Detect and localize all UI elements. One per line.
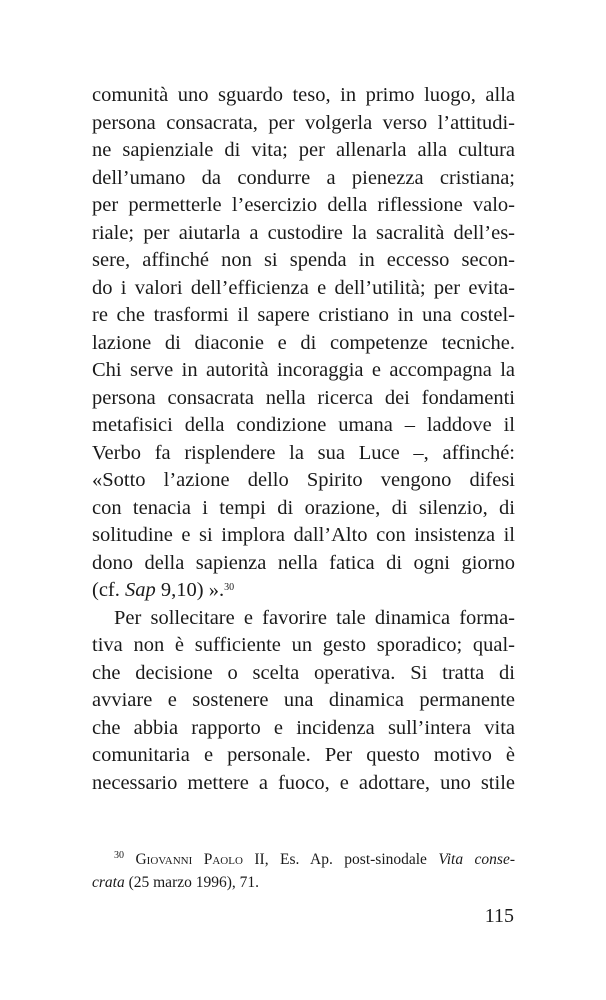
text-line: per permetterle l’esercizio della riflessione valo-	[92, 194, 515, 216]
text-line: comunitaria e personale. Per questo motivo è	[92, 744, 515, 766]
text-line: Per sollecitare e favorire tale dinamica forma-	[114, 606, 515, 629]
text-line: lazione di diaconie e di competenze tecniche.	[92, 331, 515, 354]
paragraph-1	[92, 82, 515, 577]
text-line: ne sapienziale di vita; per allenarla alla cultura	[92, 139, 515, 161]
text-line: metafisici della condizione umana – laddove il	[92, 414, 515, 436]
text-line: Chi serve in autorità incoraggia e accompagna la	[92, 359, 515, 381]
footnote	[92, 848, 515, 894]
text-line: avviare e sostenere una dinamica permanente	[92, 689, 515, 711]
body-text	[92, 82, 515, 797]
paragraph-2	[92, 605, 515, 798]
text-line: dell’umano da condurre a pienezza cristiana;	[92, 166, 515, 189]
text-line: tiva non è sufficiente un gesto sporadico; qual-	[92, 634, 515, 656]
text-line: comunità uno sguardo teso, in primo luogo, alla	[92, 84, 515, 106]
text-line: necessario mettere a fuoco, e adottare, uno stile	[92, 771, 515, 794]
text-line: persona consacrata nella ricerca dei fondamenti	[92, 386, 515, 409]
text-line: solitudine e si implora dall’Alto con insistenza il	[92, 524, 515, 546]
page-number: 115	[484, 905, 514, 927]
text-line: re che trasformi il sapere cristiano in una costel-	[92, 304, 515, 326]
paragraph-1-last-line: (cf. Sap 9,10) ».$^{30}$	[92, 579, 235, 601]
text-line: «Sotto l’azione dello Spirito vengono difesi	[92, 469, 515, 491]
footnote-reference[interactable]: 30	[224, 582, 235, 593]
text-line: che decisione o scelta operativa. Si tratta di	[92, 661, 515, 684]
text-line: do i valori dell’efficienza e dell’utilità; per evita-	[92, 276, 515, 299]
text-line: Verbo fa risplendere la sua Luce –, affinché:	[92, 441, 515, 464]
footnote-author: Giovanni Paolo II	[135, 851, 265, 868]
text-line: che abbia rapporto e incidenza sull’intera vita	[92, 716, 515, 739]
text-line: dono della sapienza nella fatica di ogni giorno	[92, 551, 515, 574]
text-line: persona consacrata, per volgerla verso l’attitudi-	[92, 111, 515, 134]
footnote-line: $^{30}$ Giovanni Paolo II, Es. Ap. post-sinodale Vita conse-	[114, 850, 515, 868]
footnote-line: crata (25 marzo 1996), 71.	[92, 874, 260, 891]
text-line: sere, affinché non si spenda in eccesso secon-	[92, 249, 515, 271]
text-line: riale; per aiutarla a custodire la sacralità dell’es-	[92, 221, 515, 244]
text-line: con tenacia i tempi di orazione, di silenzio, di	[92, 496, 515, 519]
